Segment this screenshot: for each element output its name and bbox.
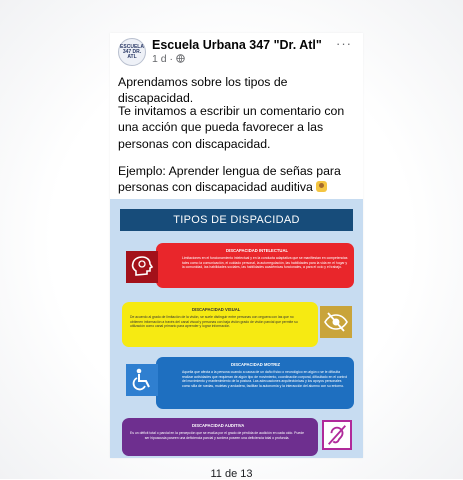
card-description: Es un déficit total o parcial en la percepción que se evalúa por el grado de pérdida de audición en cada oído. Puede ser hipoacusia poseen una deficiencia parcial y sordera poseen una deficiencia total o profunda. bbox=[130, 431, 304, 440]
card-title: DISCAPACIDAD INTELECTUAL bbox=[226, 248, 289, 253]
avatar-text: ESCUELA 347 DR. ATL bbox=[120, 43, 144, 60]
meta-separator: · bbox=[169, 53, 174, 65]
sign-language-person-emoji-icon bbox=[316, 181, 327, 192]
globe-icon bbox=[176, 53, 185, 65]
card-intellectual bbox=[156, 243, 354, 288]
card-visual bbox=[122, 302, 318, 347]
facebook-post bbox=[110, 33, 363, 458]
post-paragraph-2: Te invitamos a escribir un comentario con una acción que pueda favorecer a las personas con discapacidad. bbox=[118, 104, 345, 151]
photo-counter: 11 de 13 bbox=[210, 468, 253, 480]
card-title: DISCAPACIDAD MOTRIZ bbox=[231, 362, 281, 367]
card-description: Limitaciones en el funcionamiento intelectual y en la conducta adaptativa que se manifiestan en competencias tales como la comunicación, el cuidado personal, la autorregulación, las habilidades para la vida en el hogar y la comunidad, las habilidades sociales, las habilidades académicas funcionales, a para el ocio y el trabajo. bbox=[182, 256, 348, 270]
post-paragraph-3 bbox=[118, 163, 362, 196]
card-title: DISCAPACIDAD VISUAL bbox=[192, 307, 241, 312]
post-time[interactable]: 1 d bbox=[152, 53, 167, 65]
card-description: De acuerdo al grado de limitación de la visión, se suele distinguir entre personas con ceguera con las que no obtienen información a través del canal visual y personas con baja visión grado de visión parcial que permite su utilización como canal primario para aprender y lograr información. bbox=[130, 315, 298, 329]
wheelchair-icon bbox=[126, 364, 158, 396]
infographic-title-bar bbox=[120, 209, 353, 231]
page-name-link[interactable]: Escuela Urbana 347 "Dr. Atl" bbox=[152, 38, 322, 52]
post-paragraph-1: Aprendamos sobre los tipos de discapacidad. bbox=[118, 75, 288, 106]
post-meta bbox=[152, 53, 185, 65]
post-paragraph-3-text: Ejemplo: Aprender lengua de señas para personas con discapacidad auditiva bbox=[118, 164, 341, 195]
head-brain-icon bbox=[126, 251, 158, 283]
post-image-infographic[interactable] bbox=[110, 199, 363, 458]
eye-crossed-icon bbox=[320, 306, 352, 338]
more-options-button[interactable]: ··· bbox=[336, 36, 352, 51]
ear-crossed-icon bbox=[322, 420, 352, 450]
post-header bbox=[110, 33, 363, 67]
card-motor bbox=[156, 357, 354, 409]
card-auditory bbox=[122, 418, 318, 456]
card-title: DISCAPACIDAD AUDITIVA bbox=[192, 423, 245, 428]
card-description: Aquella que afecta a la persona cuando a causa de un daño físico o neurológico en algún o se le dificulta realizar actividades que requieran de algún tipo de movimiento, coordinación corporal, dificultado en el control del movimiento y mantenimiento de la postura. Las adecuaciones arquitectónicas y los apoyos personales como silla de ruedas, muletas y andadera, facilitan la autonomía y la interacción del alumno con su entorno. bbox=[182, 370, 348, 388]
infographic-title: TIPOS DE DISPACIDAD bbox=[173, 214, 300, 226]
avatar[interactable] bbox=[118, 38, 146, 66]
